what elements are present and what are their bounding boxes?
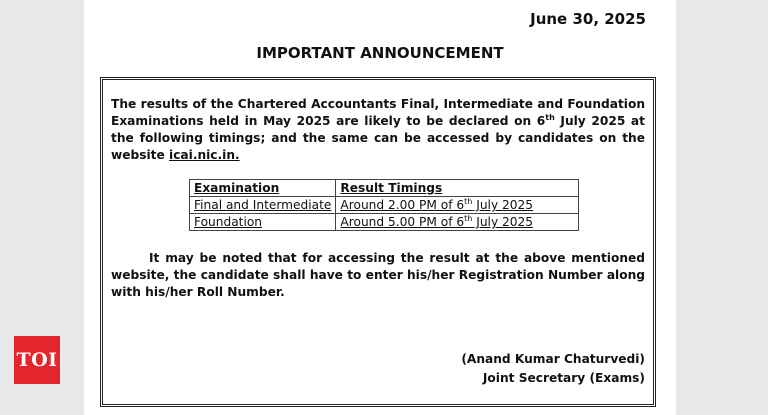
column-header-examination: Examination — [190, 180, 336, 197]
announcement-date: June 30, 2025 — [530, 10, 646, 28]
table-row — [190, 197, 579, 214]
result-timings-table — [189, 179, 579, 231]
ordinal-suffix: th — [464, 196, 473, 206]
timing-cell — [336, 214, 579, 231]
timing-cell — [336, 197, 579, 214]
ordinal-suffix: th — [464, 213, 473, 223]
website-link[interactable]: icai.nic.in. — [169, 148, 240, 162]
timing-text-cont: July 2025 — [472, 198, 534, 212]
announcement-document — [84, 0, 676, 415]
toi-logo: TOI — [14, 336, 60, 384]
ordinal-suffix: th — [545, 112, 555, 122]
signatory-name: (Anand Kumar Chaturvedi) — [461, 352, 645, 366]
access-note-paragraph: It may be noted that for accessing the result at the above mentioned website, the candidate shall have to enter his/her Registration Number along with his/her Roll Number. — [111, 251, 645, 299]
results-paragraph — [111, 96, 645, 164]
signatory-designation: Joint Secretary (Exams) — [482, 371, 645, 385]
table-header-row — [190, 180, 579, 197]
results-paragraph-text-cont: July 2025 at the following timings; and the same can be accessed by candidates on the website — [111, 114, 645, 162]
announcement-frame — [100, 77, 656, 407]
exam-cell: Foundation — [190, 214, 336, 231]
exam-cell: Final and Intermediate — [190, 197, 336, 214]
announcement-title: IMPORTANT ANNOUNCEMENT — [256, 44, 504, 62]
table-row — [190, 214, 579, 231]
signature-block — [461, 350, 645, 388]
timing-text-cont: July 2025 — [472, 215, 534, 229]
results-paragraph-text: The results of the Chartered Accountants Final, Intermediate and Foundation Examinations held in May 2025 are likely to be declared on 6 — [111, 97, 645, 128]
timing-text: Around 2.00 PM of 6 — [340, 198, 465, 212]
column-header-result-timings: Result Timings — [336, 180, 579, 197]
timing-text: Around 5.00 PM of 6 — [340, 215, 465, 229]
